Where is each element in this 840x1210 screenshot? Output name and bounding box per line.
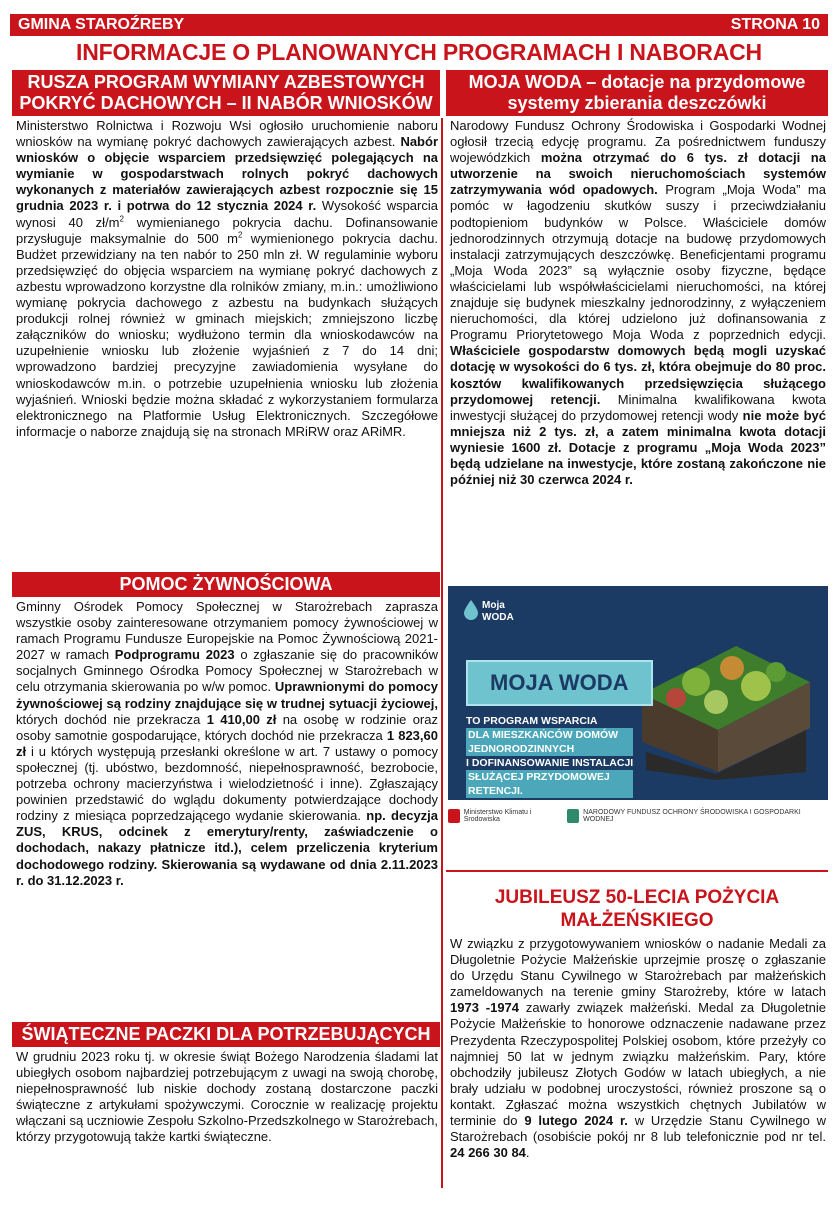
promo-banner-title: MOJA WODA bbox=[466, 660, 653, 706]
jubilee-t3: w Urzędzie Stanu Cywilnego w Starożrebach (osobiście pokój nr 8 lub telefonicznie pod nr tel. bbox=[450, 1113, 827, 1145]
water-t1: Narodowy Fundusz Ochrony Środowiska i Gospodarki Wodnej ogłosił trzecią edycję programu. Za pośrednictwem funduszy wojewódzkich bbox=[450, 118, 826, 166]
asbestos-p1-rest-a: Wysokość wsparcia wynosi 40 zł/m bbox=[16, 198, 438, 230]
promo-line6: RETENCJI. bbox=[466, 784, 633, 798]
food-b4: 1 823,60 zł bbox=[16, 727, 438, 759]
xmas-section bbox=[12, 1022, 440, 1146]
food-b5: np. decyzja ZUS, KRUS, odcinek z emerytury/renty, zaświadczenie o dochodach, nakazy płatnicze itd.), celem przeliczenia kryterium dochodowego rodziny. Skierowania są wydawane od dnia 2.11.2023 r. do 31.12.2023 r. bbox=[16, 808, 439, 888]
jubilee-heading bbox=[446, 870, 828, 934]
food-b2: Uprawnionymi do pomocy żywnościowej są rodziny znajdujące się w trudnej sytuacji życiowej, bbox=[16, 679, 438, 711]
food-t3: których dochód nie przekracza bbox=[16, 711, 207, 727]
food-t1: Gminny Ośrodek Pomocy Społecznej w Starożrebach zaprasza wszystkie osoby zainteresowane otrzymaniem pomocy żywnościowej w ramach Programu Fundusze Europejskie na Pomoc Żywnościową 2021-2027 w ramach bbox=[16, 599, 438, 663]
ministry-logo bbox=[448, 809, 567, 823]
moja-woda-promo-image bbox=[448, 586, 828, 832]
fund-emblem-icon bbox=[567, 809, 579, 823]
water-b2: Właściciele gospodarstw domowych będą mogli uzyskać dotację w wysokości do 6 tys. zł, która obejmuje do 80 proc. kosztów kwalifikowanych przedsięwzięcia służącego przydomowej retencji. bbox=[450, 343, 826, 407]
water-text bbox=[446, 116, 828, 488]
asbestos-p1-rest-b: wymienianego pokrycia dachu. Dofinansowanie przysługuje maksymalnie do 500 m bbox=[16, 214, 438, 246]
promo-logo-line2: WODA bbox=[482, 612, 514, 623]
municipality-name: GMINA STAROŹREBY bbox=[18, 16, 185, 33]
fund-logo bbox=[567, 809, 828, 823]
water-drop-icon bbox=[464, 600, 478, 620]
water-section bbox=[446, 70, 828, 488]
food-b3: 1 410,00 zł bbox=[206, 711, 277, 727]
food-heading: POMOC ŻYWNOŚCIOWA bbox=[12, 572, 440, 597]
food-t4: na osobę w rodzinie oraz osoby samotnie gospodarujące, których dochód nie przekracza bbox=[16, 711, 438, 743]
jubilee-b1: 1973 -1974 bbox=[450, 1000, 520, 1016]
jubilee-section bbox=[446, 870, 828, 1161]
jubilee-heading-line1: JUBILEUSZ 50-LECIA POŻYCIA bbox=[494, 887, 780, 908]
asbestos-heading bbox=[12, 70, 440, 116]
asbestos-p1: Ministerstwo Rolnictwa i Rozwoju Wsi ogłosiło uruchomienie naboru wniosków na wymianę pokryć dachowych zawierających azbest. bbox=[16, 118, 438, 150]
ministry-name: Ministerstwo Klimatu i Środowiska bbox=[463, 809, 532, 823]
jubilee-heading-line2: MAŁŻEŃSKIEGO bbox=[560, 910, 714, 931]
water-b1: można otrzymać do 6 tys. zł dotacji na utworzenie na swoich nieruchomościach systemów zatrzymywania wód opadowych. bbox=[450, 150, 826, 198]
food-t2: o zgłaszanie się do pracowników socjalnych Gminnego Ośrodka Pomocy Społecznej w Starożrebach w celu otrzymania skierowania po w/w pomoc. bbox=[16, 647, 439, 695]
water-t3: Minimalna kwalifikowana kwota inwestycji służącej do przydomowej retencji wody bbox=[450, 391, 826, 423]
promo-description bbox=[466, 714, 633, 798]
promo-line4: I DOFINANSOWANIE INSTALACJI bbox=[466, 757, 634, 769]
page-number: STRONA 10 bbox=[730, 16, 820, 33]
water-b3: nie może być mniejsza niż 2 tys. zł, a zatem minimalna kwota dotacji wyniesie 1600 zł. Dotacje z programu „Moja Woda 2023” będą udzielane na inwestycje, które zostaną zakończone nie później niż 30 czerwca 2024 r. bbox=[450, 407, 827, 488]
eagle-emblem-icon bbox=[448, 809, 460, 823]
jubilee-b3: 24 266 30 84 bbox=[450, 1145, 526, 1161]
asbestos-p1-bold: Nabór wniosków o objęcie wsparciem przedsięwzięć polegających na wymianie w gospodarstwach rolnych pokryć dachowych wykonanych z materiałów zawierających azbest rozpocznie się 15 grudnia 2023 r. i potrwa do 12 stycznia 2024 r. bbox=[16, 134, 438, 214]
page-title: INFORMACJE O PLANOWANYCH PROGRAMACH I NABORACH bbox=[76, 39, 762, 65]
promo-logo bbox=[482, 600, 514, 624]
column-divider bbox=[441, 118, 443, 1188]
promo-line3: JEDNORODZINNYCH bbox=[466, 742, 633, 756]
promo-line2: DLA MIESZKAŃCÓW DOMÓW bbox=[466, 728, 633, 742]
jubilee-t2: zawarły związek małżeński. Medal za Długoletnie Pożycie Małżeńskie to honorowe odznaczenie nadawane przez Prezydenta Rzeczypospolitej Polskiej osobom, które przeżyły co najmniej 50 lat w jednym związku małżeńskim. Pary, które obchodziły jubileusz Złotych Godów w latach ubiegłych, a nie brały udziału w podobnej uroczystości, również proszone są o kontakt. Zgłaszać można wszystkich chętnych Jubilatów w terminie do bbox=[450, 1000, 827, 1129]
green-roof-house-illustration bbox=[636, 602, 812, 780]
water-heading-line2: systemy zbierania deszczówki bbox=[507, 93, 767, 113]
promo-logo-line1: Moja bbox=[482, 600, 505, 611]
promo-line5: SŁUŻĄCEJ PRZYDOMOWEJ bbox=[466, 770, 633, 784]
water-heading-line1: MOJA WODA – dotacje na przydomowe bbox=[468, 72, 806, 92]
food-b1: Podprogramu 2023 bbox=[114, 647, 235, 663]
xmas-text: W grudniu 2023 roku tj. w okresie świąt Bożego Narodzenia śladami lat ubiegłych osobom najbardziej potrzebującym z uwagi na swoją chorobę, niepełnosprawność lub niskie dochody zostaną dostarczone paczki świąteczne z artykułami spożywczymi. Corocznie w realizację projektu włączani są uczniowie Zespołu Szkolno-Przedszkolnego w Starożrebach, którzy przygotowują także kartki świąteczne. bbox=[16, 1049, 438, 1145]
asbestos-p1-rest-c: wymienionego pokrycia dachu. Budżet przewidziany na ten nabór to 250 mln zł. W regulaminie wyboru przedsięwzięć do objęcia wsparciem na wymianę pokryć dachowych z azbestu wprowadzono korzystne dla rolników zmiany, m.in.: umożliwiono wymianę pokrycia dachowego z azbestu na budynkach służących produkcji rolnej również w gminach miejskich; zmniejszono liczbę załączników do wniosku; wydłużono termin dla wnioskodawców na uzupełnienie wniosku lub złożenie wyjaśnień z 7 do 14 dni; wprowadzono bardziej precyzyjne zawiadomienia wysyłane do wnioskodawców m.in. o potrzebie uzupełnienia wniosku lub złożenia wyjaśnień. Wnioski będzie można składać z wykorzystaniem formularza elektronicznego na Platformie Usług Elektronicznych. Szczegółowe informacje o naborze znajdują się na stronach MRiRW oraz ARiMR. bbox=[16, 230, 438, 439]
food-section bbox=[12, 572, 440, 889]
water-t2: Program „Moja Woda” ma pomóc w łagodzeniu skutków suszy i przeciwdziałaniu podtopieniom budynków w Polsce. Właściciele domów jednorodzinnych otrzymują dotacje na budowę przydomowych instalacji zatrzymujących deszczówkę. Beneficjentami programu „Moja Woda 2023” są wyłącznie osoby fizyczne, będące właścicielami lub współwłaścicielami nieruchomości, na której znajduje się budynek mieszkalny jednorodzinny, z wyłączeniem nieruchomości, dla której udzielono już dofinansowania z Programu Priorytetowego Moja Woda z poprzednich edycji. bbox=[450, 182, 826, 343]
promo-logos-strip bbox=[448, 800, 828, 832]
asbestos-sup2: 2 bbox=[237, 230, 243, 240]
xmas-heading: ŚWIĄTECZNE PACZKI DLA POTRZEBUJĄCYCH bbox=[12, 1022, 440, 1047]
jubilee-text bbox=[446, 934, 828, 1161]
fund-name: NARODOWY FUNDUSZ OCHRONY ŚRODOWISKA I GOSPODARKI WODNEJ bbox=[583, 809, 801, 823]
asbestos-heading-line2: POKRYĆ DACHOWYCH – II NABÓR WNIOSKÓW bbox=[19, 93, 433, 113]
water-heading bbox=[446, 70, 828, 116]
jubilee-t4: . bbox=[525, 1145, 530, 1161]
jubilee-t1: W związku z przygotowywaniem wniosków o nadanie Medali za Długoletnie Pożycie Małżeńskie uprzejmie proszę o zgłaszanie do Urzędu Stanu Cywilnego w Starożrebach par małżeńskich zameldowanych na terenie gminy Starożreby, które w latach bbox=[450, 936, 826, 1000]
promo-line1: TO PROGRAM WSPARCIA bbox=[466, 715, 598, 727]
asbestos-heading-line1: RUSZA PROGRAM WYMIANY AZBESTOWYCH bbox=[27, 72, 425, 92]
page-header-bar bbox=[10, 14, 828, 36]
asbestos-section bbox=[12, 70, 440, 440]
food-t5: i u których występują przesłanki określone w art. 7 ustawy o pomocy społecznej (tj. ubóstwo, bezdomność, niepełnosprawność, bezrobocie, potrzeba ochrony macierzyństwa i wielodzietność i inne). Zgłaszający powinien przedstawić do wglądu dokumenty potwierdzające dochody rodziny z miesiąca poprzedzającego wydanie skierowania. bbox=[16, 743, 438, 824]
food-text bbox=[12, 597, 440, 889]
jubilee-b2: 9 lutego 2024 r. bbox=[524, 1113, 628, 1129]
asbestos-sup1: 2 bbox=[119, 214, 124, 224]
asbestos-text bbox=[12, 116, 440, 440]
